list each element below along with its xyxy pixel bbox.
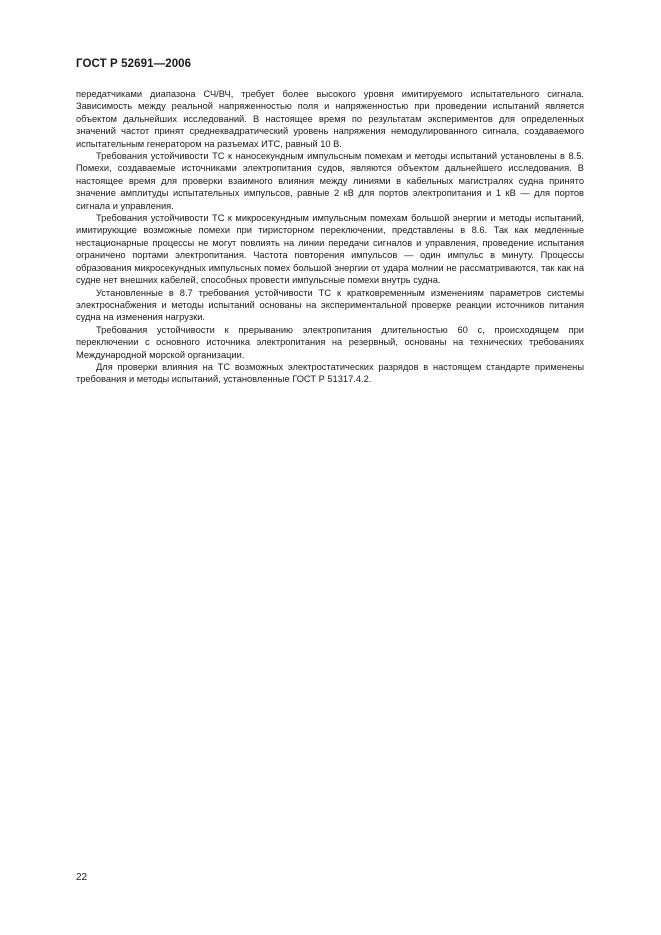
body-text	[76, 88, 584, 386]
document-header: ГОСТ Р 52691—2006	[76, 58, 192, 70]
paragraph-continuation: передатчиками диапазона СЧ/ВЧ, требует более высокого уровня имитируемого испытательного сигнала. Зависимость между реальной напряженностью поля и напряженностью при проведении испытаний является объектом дальнейших исследований. В настоящее время по результатам экспериментов для определенных значений частот принят среднеквадратический уровень напряжения немодулированного сигнала, создаваемого испытательным генератором на разъемах ИТС, равный 10 В.	[76, 89, 584, 149]
paragraph-power-interruption: Требования устойчивости к прерыванию электропитания длительностью 60 с, происходящем при переключении с основного источника электропитания на резервный, основаны на технических требованиях Международной морской организации.	[76, 324, 584, 360]
paragraph-microsecond-pulses: Требования устойчивости ТС к микросекундным импульсным помехам большой энергии и методы испытаний, имитирующие возможные помехи при тиристорном переключении, представлены в 8.6. Так как медленные нестационарные процессы не могут повлиять на линии передачи сигналов и управления, проведение испытания ограничено портами электропитания. Частота повторения импульсов — один импульс в минуту. Процессы образования микросекундных импульсных помех большой энергии от удара молнии не рассматриваются, так как на судне нет внешних кабелей, способных провести импульсные помехи внутрь судна.	[76, 213, 584, 286]
page-number: 22	[76, 872, 88, 883]
paragraph-electrostatic-discharge: Для проверки влияния на ТС возможных электростатических разрядов в настоящем стандарте применены требования и методы испытаний, установленные ГОСТ Р 51317.4.2.	[76, 361, 584, 385]
paragraph-nanosecond-pulses: Требования устойчивости ТС к наносекундным импульсным помехам и методы испытаний установлены в 8.5. Помехи, создаваемые источниками электропитания судов, являются объектом дальнейшего исследования. В настоящее время для проверки взаимного влияния между линиями в кабельных магистралях судна принято значение амплитуды испытательных импульсов, равные 2 кВ для портов электропитания и 1 кВ — для портов сигнала и управления.	[76, 151, 584, 211]
paragraph-power-variations: Установленные в 8.7 требования устойчивости ТС к кратковременным изменениям параметров системы электроснабжения и методы испытаний основаны на экспериментальной проверке реакции источников питания судна на изменения нагрузки.	[76, 287, 584, 323]
